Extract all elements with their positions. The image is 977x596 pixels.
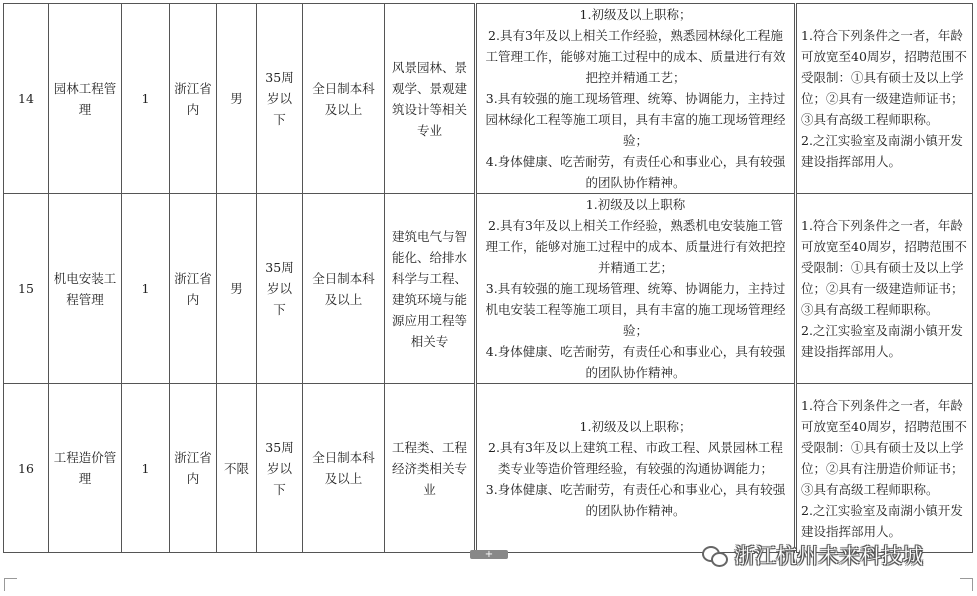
position-name: 工程造价管理 — [49, 384, 122, 553]
education: 全日制本科及以上 — [303, 384, 385, 553]
major: 风景园林、景观学、景观建筑设计等相关专业 — [385, 4, 476, 194]
age-limit: 35周岁以下 — [257, 194, 303, 384]
page-corner-mark-right — [960, 578, 973, 591]
age-limit: 35周岁以下 — [257, 384, 303, 553]
education: 全日制本科及以上 — [303, 194, 385, 384]
requirement-item: 1.初级及以上职称； — [579, 418, 692, 434]
headcount: 1 — [122, 4, 170, 194]
requirement-item: 1.初级及以上职称； — [579, 7, 692, 22]
requirements-cell — [476, 4, 796, 194]
table-row — [4, 194, 973, 384]
requirements-cell — [476, 194, 796, 384]
gender: 男 — [217, 194, 257, 384]
watermark-text: 浙江杭州未来科技城 — [734, 544, 923, 568]
other-conditions-cell — [796, 4, 973, 194]
requirement-item: 1.初级及以上职称 — [585, 197, 686, 212]
education: 全日制本科及以上 — [303, 4, 385, 194]
requirement-item: 2.具有3年及以上相关工作经验，熟悉园林绿化工程施工管理工作，能够对施工过程中的成本、质量进行有效把控并精通工艺； — [485, 28, 786, 85]
job-table — [3, 3, 973, 553]
requirement-item: 2.具有3年及以上建筑工程、市政工程、风景园林工程类专业等造价管理经验，有较强的沟通协调能力； — [488, 439, 783, 476]
watermark — [702, 540, 923, 570]
gender: 不限 — [217, 384, 257, 553]
headcount: 1 — [122, 194, 170, 384]
gender: 男 — [217, 4, 257, 194]
other-condition-item: 2.之江实验室及南湖小镇开发建设指挥部用人。 — [801, 133, 963, 169]
requirement-item: 3.具有较强的施工现场管理、统筹、协调能力，主持过机电安装工程等施工项目，具有丰富的施工现场管理经验； — [485, 281, 786, 338]
page-corner-mark-left — [4, 578, 17, 591]
row-number: 16 — [4, 384, 49, 553]
position-name: 机电安装工程管理 — [49, 194, 122, 384]
row-number: 15 — [4, 194, 49, 384]
requirements-cell — [476, 384, 796, 553]
work-location: 浙江省内 — [170, 194, 217, 384]
other-conditions-cell — [796, 194, 973, 384]
work-location: 浙江省内 — [170, 384, 217, 553]
other-condition-item: 1.符合下列条件之一者，年龄可放宽至40周岁，招聘范围不受限制：①具有硕士及以上学位；②具有注册造价师证书；③具有高级工程师职称。 — [801, 397, 967, 497]
major: 建筑电气与智能化、给排水科学与工程、建筑环境与能源应用工程等相关专 — [385, 194, 476, 384]
wechat-icon — [702, 544, 728, 566]
requirement-item: 3.身体健康、吃苦耐劳，有责任心和事业心，具有较强的团队协作精神。 — [485, 481, 786, 518]
position-name: 园林工程管理 — [49, 4, 122, 194]
requirement-item: 4.身体健康、吃苦耐劳，有责任心和事业心，具有较强的团队协作精神。 — [485, 154, 786, 190]
table-row — [4, 384, 973, 553]
requirement-item: 4.身体健康、吃苦耐劳，有责任心和事业心，具有较强的团队协作精神。 — [485, 344, 786, 380]
major: 工程类、工程经济类相关专业 — [385, 384, 476, 553]
work-location: 浙江省内 — [170, 4, 217, 194]
other-conditions-cell — [796, 384, 973, 553]
table-row — [4, 4, 973, 194]
other-condition-item: 1.符合下列条件之一者，年龄可放宽至40周岁，招聘范围不受限制：①具有硕士及以上学位；②具有一级建造师证书；③具有高级工程师职称。 — [801, 28, 967, 127]
other-condition-item: 2.之江实验室及南湖小镇开发建设指挥部用人。 — [801, 323, 963, 359]
requirement-item: 2.具有3年及以上相关工作经验，熟悉机电安装施工管理工作，能够对施工过程中的成本、质量进行有效把控并精通工艺； — [485, 218, 786, 275]
expand-button[interactable]: + — [470, 550, 508, 559]
row-number: 14 — [4, 4, 49, 194]
age-limit: 35周岁以下 — [257, 4, 303, 194]
other-condition-item: 1.符合下列条件之一者，年龄可放宽至40周岁，招聘范围不受限制：①具有硕士及以上学位；②具有一级建造师证书；③具有高级工程师职称。 — [801, 218, 967, 317]
headcount: 1 — [122, 384, 170, 553]
other-condition-item: 2.之江实验室及南湖小镇开发建设指挥部用人。 — [801, 502, 963, 539]
requirement-item: 3.具有较强的施工现场管理、统筹、协调能力，主持过园林绿化工程等施工项目，具有丰富的施工现场管理经验； — [485, 91, 786, 148]
